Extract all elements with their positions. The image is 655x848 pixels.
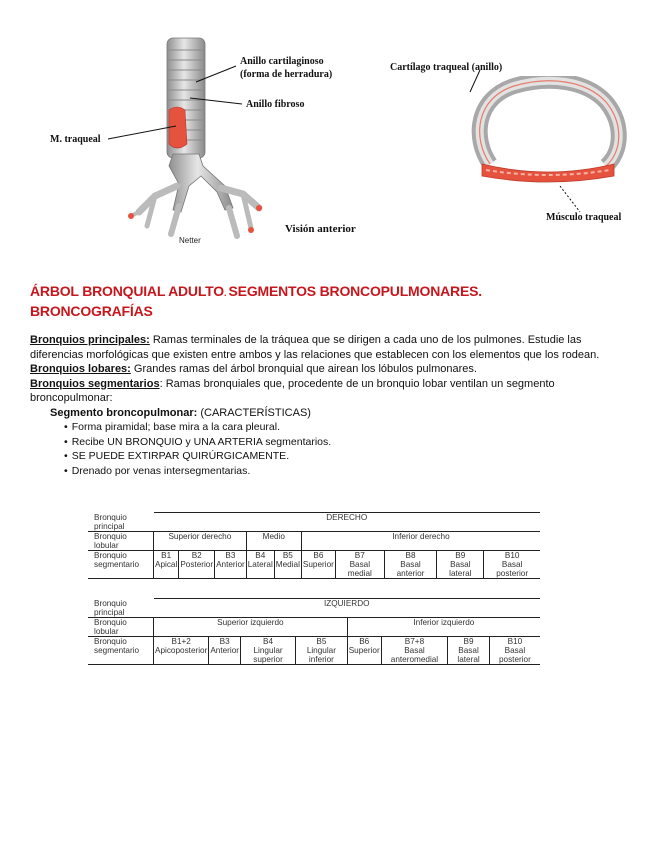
segment-name: Lingular superior (253, 645, 283, 664)
segment-code: B4 (263, 636, 274, 646)
table-cell (215, 550, 247, 578)
segment-name: Basal lateral (449, 559, 472, 578)
segment-code: B10 (507, 636, 523, 646)
table-cell (381, 636, 448, 664)
table-cell (154, 550, 179, 578)
table-cell (448, 636, 490, 664)
segment-name: Basal medial (347, 559, 372, 578)
segment-code: B3 (219, 636, 230, 646)
term-segmentarios: Bronquios segmentarios (30, 377, 160, 390)
table-cell: Superior izquierdo (154, 617, 348, 636)
segment-name: Anterior (216, 559, 245, 569)
segment-name: Basal anteromedial (390, 645, 439, 664)
text-segmentarios: : Ramas bronquiales que, procedente de un bronquio lobar ventilan un segmento broncopulmonar: (30, 377, 555, 404)
segment-code: B8 (405, 550, 416, 560)
table-cell: Bronquio lobular (88, 531, 154, 550)
term-principales: Bronquios principales: (30, 334, 150, 346)
segment-name: Medial (275, 559, 300, 569)
segment-code: B7+8 (404, 636, 425, 646)
segment-code: B9 (463, 636, 474, 646)
segment-name: Superior (302, 559, 334, 569)
segment-name: Basal anterior (396, 559, 425, 578)
label-netter: Netter (179, 236, 201, 245)
table-cell: Bronquio principal (94, 598, 127, 617)
paragraph-segmento (50, 406, 630, 421)
table-cell (384, 550, 437, 578)
segment-name: Basal posterior (496, 559, 529, 578)
paragraph-lobares (30, 362, 630, 377)
segment-code: B2 (191, 550, 202, 560)
paragraph-segmentarios (30, 377, 630, 406)
segment-code: B6 (359, 636, 370, 646)
table-cell (209, 636, 241, 664)
list-item: • SE PUEDE EXTIRPAR QUIRÚRGICAMENTE. (64, 449, 630, 464)
table-cell (274, 550, 301, 578)
table-cell: Superior derecho (154, 531, 247, 550)
table-cell (437, 550, 484, 578)
table-derecho (88, 512, 540, 579)
table-cell (154, 636, 209, 664)
segment-name: Basal lateral (457, 645, 480, 664)
table-cell (484, 550, 540, 578)
table-cell: Bronquio lobular (88, 617, 154, 636)
segment-code: B3 (225, 550, 236, 560)
segment-name: Apical (155, 559, 178, 569)
title-part-3: BRONCOGRAFÍAS (30, 303, 153, 319)
segment-name: Anterior (210, 645, 240, 655)
list-item: • Forma piramidal; base mira a la cara pleural. (64, 420, 630, 435)
table-cell (489, 636, 540, 664)
table-cell (179, 550, 215, 578)
table-cell: Bronquio segmentario (88, 550, 154, 578)
label-vision-anterior: Visión anterior (285, 223, 356, 235)
text-segmento: (CARACTERÍSTICAS) (197, 406, 311, 419)
list-item: • Drenado por venas intersegmentarias. (64, 464, 630, 479)
segment-name: Lateral (247, 559, 273, 569)
title-part-1: ÁRBOL BRONQUIAL ADULTO (30, 283, 224, 299)
tracheal-ring-illustration (468, 76, 628, 186)
table-cell (246, 550, 274, 578)
table-cell: Inferior derecho (301, 531, 540, 550)
page-title (30, 282, 630, 320)
segment-code: B7 (354, 550, 365, 560)
segment-name: Basal posterior (498, 645, 531, 664)
label-anillo-cartilaginoso: Anillo cartilaginoso (240, 56, 324, 67)
text-principales: Ramas terminales de la tráquea que se dirigen a cada uno de los pulmones. Estudie las diferencias morfológicas que existen entre ambos y las relaciones que establecen con los elementos que los rodean. (30, 334, 600, 361)
label-cartilago-traqueal: Cartílago traqueal (anillo) (390, 62, 503, 73)
segment-name: Superior (348, 645, 380, 655)
text-lobares: Grandes ramas del árbol bronquial que airean los lóbulos pulmonares. (130, 363, 477, 375)
table-cell: IZQUIERDO (154, 599, 541, 618)
label-forma-herradura: (forma de herradura) (240, 69, 333, 80)
segment-code: B1 (161, 550, 172, 560)
table-cell (296, 636, 348, 664)
table-cell (241, 636, 296, 664)
segment-code: B6 (313, 550, 324, 560)
segment-code: B5 (282, 550, 293, 560)
segment-name: Apicoposterior (155, 645, 208, 655)
segment-code: B5 (316, 636, 327, 646)
label-musculo-traqueal: Músculo traqueal (546, 212, 622, 223)
table-cell: Inferior izquierdo (347, 617, 540, 636)
label-m-traqueal: M. traqueal (50, 134, 101, 145)
term-segmento: Segmento broncopulmonar: (50, 406, 198, 419)
title-separator: . (223, 288, 229, 298)
segment-code: B10 (504, 550, 520, 560)
segment-name: Lingular inferior (306, 645, 336, 664)
paragraph-principales (30, 333, 630, 362)
body-text (30, 333, 630, 478)
segment-code: B4 (255, 550, 266, 560)
list-item: • Recibe UN BRONQUIO y UNA ARTERIA segmentarios. (64, 435, 630, 450)
table-cell: Bronquio segmentario (88, 636, 154, 664)
characteristics-list (30, 420, 630, 478)
table-cell: Medio (246, 531, 301, 550)
table-cell (347, 636, 381, 664)
table-cell (335, 550, 384, 578)
table-cell: DERECHO (154, 513, 541, 532)
table-izquierdo (88, 598, 540, 665)
segment-code: B1+2 (171, 636, 191, 646)
segment-code: B9 (455, 550, 466, 560)
title-part-2: SEGMENTOS BRONCOPULMONARES. (228, 283, 482, 299)
term-lobares: Bronquios lobares: (30, 363, 131, 375)
segment-name: Posterior (180, 559, 214, 569)
label-anillo-fibroso: Anillo fibroso (246, 99, 305, 110)
table-cell: Bronquio principal (94, 512, 127, 531)
table-cell (301, 550, 335, 578)
